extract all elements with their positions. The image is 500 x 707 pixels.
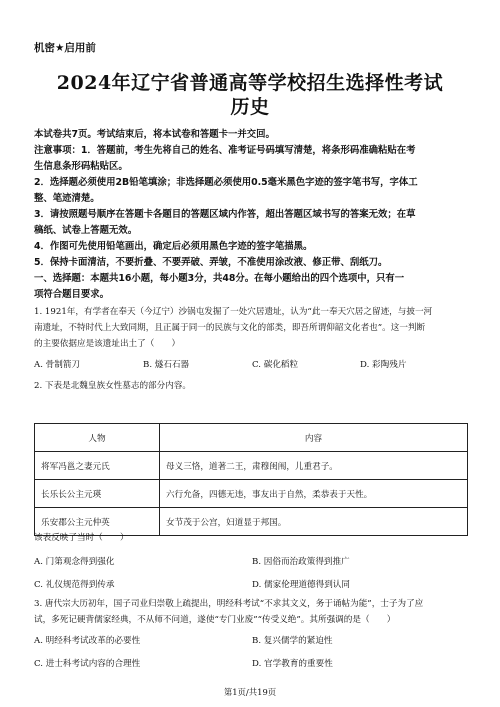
q1-option-b: B. 燧石石器 xyxy=(143,360,190,370)
q3-stem-line2: 试，多死记硬背儒家经典，不从师不问道，遂使“专门业废”“传受义绝”。其所强调的是（ ） xyxy=(34,615,396,625)
table-cell-person: 乐安郡公主元仲英 xyxy=(35,508,160,536)
table-cell-person: 长乐长公主元瑛 xyxy=(35,480,160,508)
q1-stem-line2: 南遗址，不特时代上大致同期，且正属于同一的民族与文化的部类，即吾所谓仰韶文化者也”。这一判断 xyxy=(34,323,426,333)
confidential-label: 机密★启用前 xyxy=(34,42,96,54)
q2-option-a: A. 门第观念得到强化 xyxy=(34,557,115,567)
q2-option-b: B. 因俗而治政策得到推广 xyxy=(252,557,350,567)
q1-option-a: A. 骨制箭刀 xyxy=(34,360,81,370)
instruction-note4: 4．作图可先使用铅笔画出，确定后必须用黑色字迹的签字笔描黑。 xyxy=(34,241,313,252)
q3-option-a: A. 明经科考试改革的必要性 xyxy=(34,636,141,646)
q1-option-d: D. 彩陶残片 xyxy=(360,360,407,370)
table-cell-person: 将军冯邕之妻元氏 xyxy=(35,452,160,480)
instruction-note2b: 整、笔迹清楚。 xyxy=(34,193,100,204)
table-header: 人物 xyxy=(35,424,160,452)
q1-stem-line1: 1. 1921年，有学者在奉天（今辽宁）沙锅屯发掘了一处穴居遗址，认为“此一奉天穴居之留迹，与披一河 xyxy=(34,307,433,317)
q1-option-c: C. 碳化稻粒 xyxy=(252,360,299,370)
table-header-row xyxy=(35,424,468,452)
page-number: 第1页/共19页 xyxy=(223,687,277,697)
q3-option-b: B. 复兴儒学的紧迫性 xyxy=(252,636,333,646)
table-cell-content: 女节茂于公宫，妇道显于邦国。 xyxy=(160,508,468,536)
section-heading-b: 项符合题目要求。 xyxy=(34,289,110,300)
instruction-note1b: 生信息条形码粘贴区。 xyxy=(34,161,128,172)
q2-table xyxy=(34,423,468,536)
q3-stem-line1: 3. 唐代宗大历初年，国子司业归崇敬上疏提出，明经科考试“不求其文义，务于诵帖为能”，士子为了应 xyxy=(34,599,424,609)
exam-title: 2024年辽宁省普通高等学校招生选择性考试 xyxy=(56,72,444,94)
table-cell-content: 六行允备，四德无违，事友出于自然，柔恭表于天性。 xyxy=(160,480,468,508)
table-row xyxy=(35,452,468,480)
table-cell-content: 母义三恪，道著二王，肃穆闺闱，儿重君子。 xyxy=(160,452,468,480)
q3-option-c: C. 进士科考试内容的合理性 xyxy=(34,659,141,669)
q2-option-c: C. 礼仪规范得到传承 xyxy=(34,580,115,590)
table-header: 内容 xyxy=(160,424,468,452)
table-row xyxy=(35,480,468,508)
instruction-note1a: 注意事项：1．答题前，考生先将自己的姓名、准考证号码填写清楚，将条形码准确粘贴在考 xyxy=(34,145,416,156)
instruction-note3a: 3．请按照题号顺序在答题卡各题目的答题区域内作答，超出答题区域书写的答案无效；在草 xyxy=(34,209,416,220)
instruction-note2a: 2．选择题必须使用2B铅笔填涂；非选择题必须使用0.5毫米黑色字迹的签字笔书写，字体工 xyxy=(34,177,418,188)
exam-subject: 历史 xyxy=(230,96,270,118)
q2-stem: 2. 下表是北魏皇族女性墓志的部分内容。 xyxy=(34,381,192,391)
q2-option-d: D. 儒家伦理道德得到认同 xyxy=(252,580,350,590)
q2-followup: 该表反映了当时（ ） xyxy=(34,533,129,543)
q1-stem-line3: 的主要依据应是该遗址出土了（ ） xyxy=(34,339,181,349)
instruction-note5: 5．保持卡面清洁，不要折叠、不要弄破、弄皱，不准使用涂改液、修正带、刮纸刀。 xyxy=(34,257,388,268)
section-heading-a: 一、选择题：本题共16小题，每小题3分，共48分。在每小题给出的四个选项中，只有一 xyxy=(34,273,405,284)
instruction-note3b: 稿纸、试卷上答题无效。 xyxy=(34,225,138,236)
instruction-intro: 本试卷共7页。考试结束后，将本试卷和答题卡一并交回。 xyxy=(34,129,275,140)
q3-option-d: D. 官学教育的重要性 xyxy=(252,659,333,669)
